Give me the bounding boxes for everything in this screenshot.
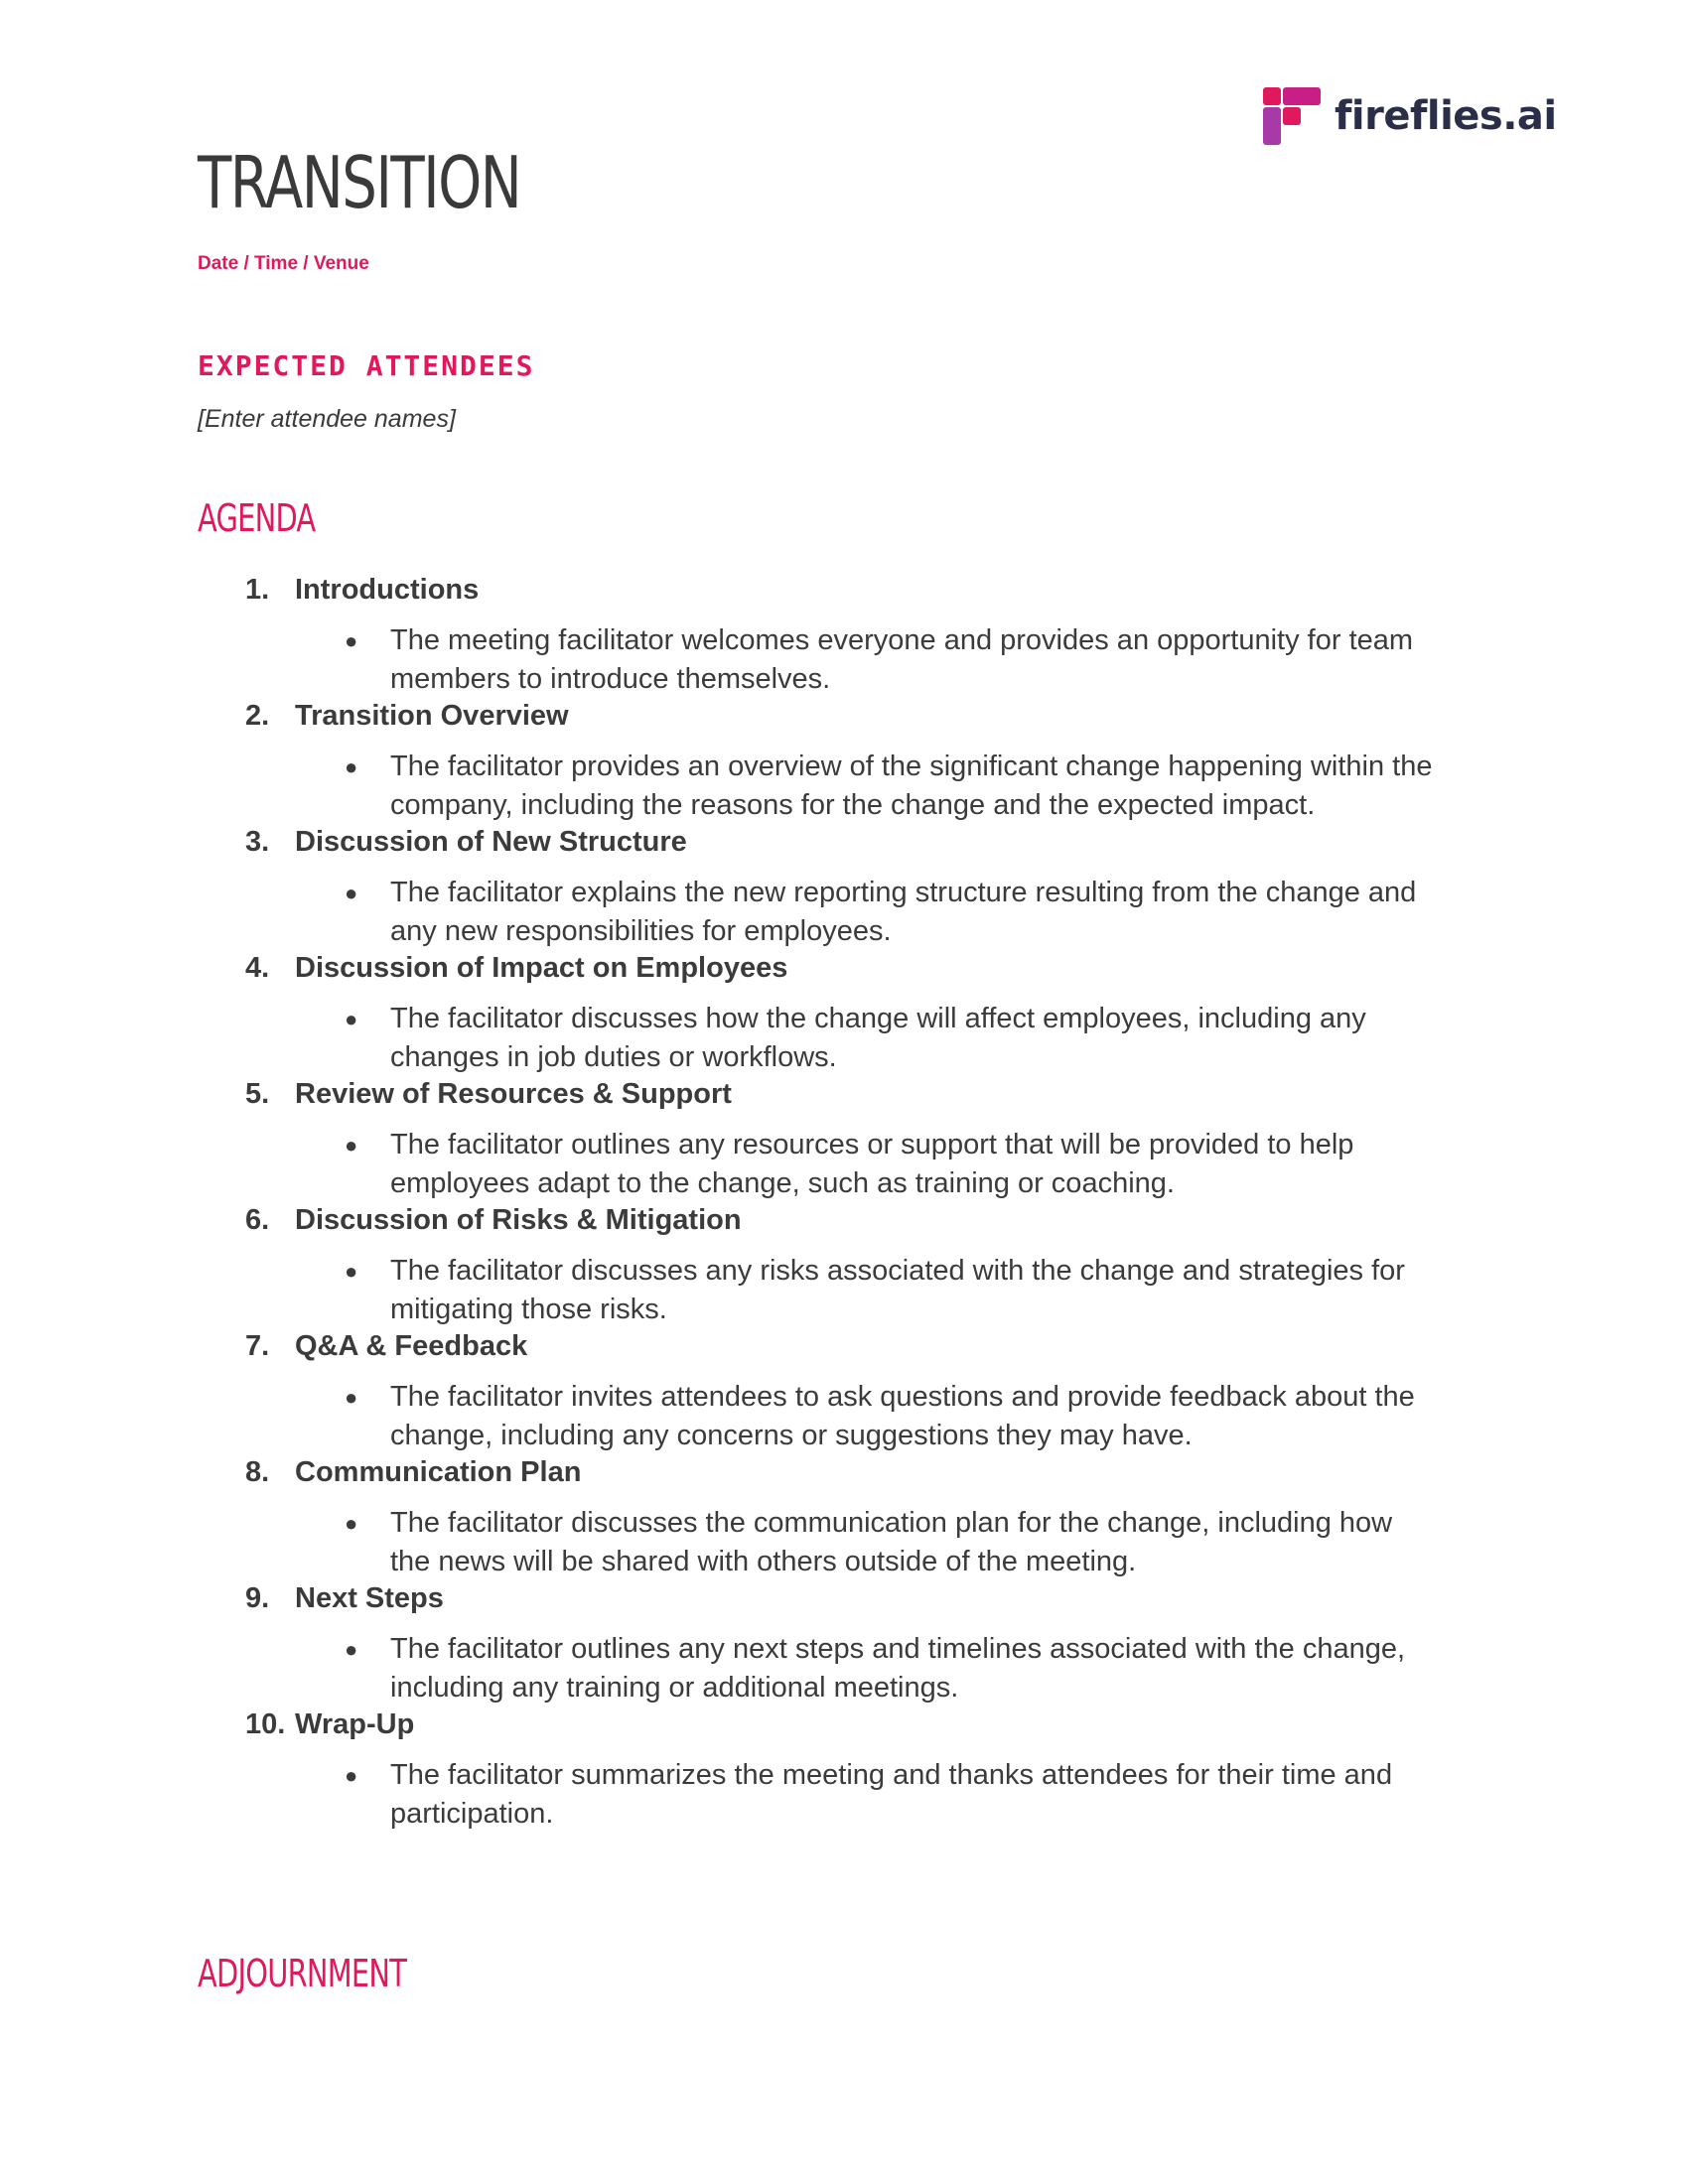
- logo-text: fireflies.ai: [1335, 93, 1557, 139]
- bullet-icon: ●: [345, 1637, 358, 1662]
- agenda-item: [245, 1456, 1486, 1581]
- item-description: The facilitator discusses the communication plan for the change, including how the news will be shared with others outside of the meeting.: [390, 1507, 1393, 1577]
- item-title: Next Steps: [295, 1582, 444, 1614]
- item-number: 6.: [245, 1204, 270, 1236]
- bullet-icon: ●: [345, 881, 358, 905]
- item-description: The facilitator discusses how the change will affect employees, including any changes in job duties or workflows.: [390, 1003, 1366, 1073]
- item-number: 1.: [245, 574, 270, 606]
- item-number: 3.: [245, 826, 270, 858]
- bullet-icon: ●: [345, 1763, 358, 1788]
- item-number: 2.: [245, 700, 270, 732]
- agenda-item: [245, 1078, 1486, 1203]
- item-title: Transition Overview: [295, 700, 569, 732]
- agenda-item: [245, 700, 1486, 825]
- date-time-venue: Date / Time / Venue: [198, 253, 369, 274]
- agenda-list: [245, 574, 1486, 1835]
- attendees-placeholder: [Enter attendee names]: [198, 405, 456, 433]
- item-description: The facilitator discusses any risks associated with the change and strategies for mitigating those risks.: [390, 1255, 1405, 1325]
- bullet-icon: ●: [345, 754, 358, 779]
- item-description: The meeting facilitator welcomes everyone and provides an opportunity for team members to introduce themselves.: [390, 624, 1414, 695]
- item-title: Communication Plan: [295, 1456, 582, 1488]
- attendees-heading: EXPECTED ATTENDEES: [198, 349, 535, 382]
- item-title: Discussion of New Structure: [295, 826, 687, 858]
- agenda-item: [245, 1330, 1486, 1455]
- item-title: Wrap-Up: [295, 1708, 415, 1740]
- item-title: Review of Resources & Support: [295, 1078, 732, 1110]
- agenda-heading: AGENDA: [198, 496, 316, 540]
- item-number: 4.: [245, 952, 270, 984]
- agenda-item: [245, 1582, 1486, 1707]
- brand-logo: [1263, 87, 1557, 145]
- agenda-item: [245, 574, 1486, 699]
- item-title: Introductions: [295, 574, 480, 606]
- item-number: 9.: [245, 1582, 270, 1614]
- item-description: The facilitator outlines any next steps and timelines associated with the change, including any training or additional meetings.: [390, 1633, 1406, 1704]
- item-description: The facilitator explains the new reporting structure resulting from the change and any new responsibilities for employees.: [390, 877, 1417, 947]
- bullet-icon: ●: [345, 1007, 358, 1031]
- page-title: TRANSITION: [198, 141, 521, 224]
- bullet-icon: ●: [345, 1385, 358, 1410]
- item-title: Discussion of Impact on Employees: [295, 952, 788, 984]
- fireflies-logo-icon: [1263, 87, 1321, 145]
- agenda-item: [245, 952, 1486, 1077]
- item-title: Q&A & Feedback: [295, 1330, 528, 1362]
- item-number: 8.: [245, 1456, 270, 1488]
- bullet-icon: ●: [345, 1133, 358, 1158]
- agenda-item: [245, 1708, 1486, 1834]
- bullet-icon: ●: [345, 1259, 358, 1284]
- item-description: The facilitator outlines any resources or support that will be provided to help employees adapt to the change, such as training or coaching.: [390, 1129, 1354, 1199]
- item-description: The facilitator provides an overview of the significant change happening within the company, including the reasons for the change and the expected impact.: [390, 751, 1433, 821]
- adjournment-heading: ADJOURNMENT: [198, 1952, 407, 1995]
- agenda-item: [245, 1204, 1486, 1329]
- item-description: The facilitator summarizes the meeting and thanks attendees for their time and participation.: [390, 1759, 1393, 1830]
- item-number: 5.: [245, 1078, 270, 1110]
- item-title: Discussion of Risks & Mitigation: [295, 1204, 742, 1236]
- bullet-icon: ●: [345, 1511, 358, 1536]
- item-description: The facilitator invites attendees to ask questions and provide feedback about the change, including any concerns or suggestions they may have.: [390, 1381, 1415, 1451]
- item-number: 7.: [245, 1330, 270, 1362]
- bullet-icon: ●: [345, 628, 358, 653]
- item-number: 10.: [245, 1708, 286, 1740]
- agenda-item: [245, 826, 1486, 951]
